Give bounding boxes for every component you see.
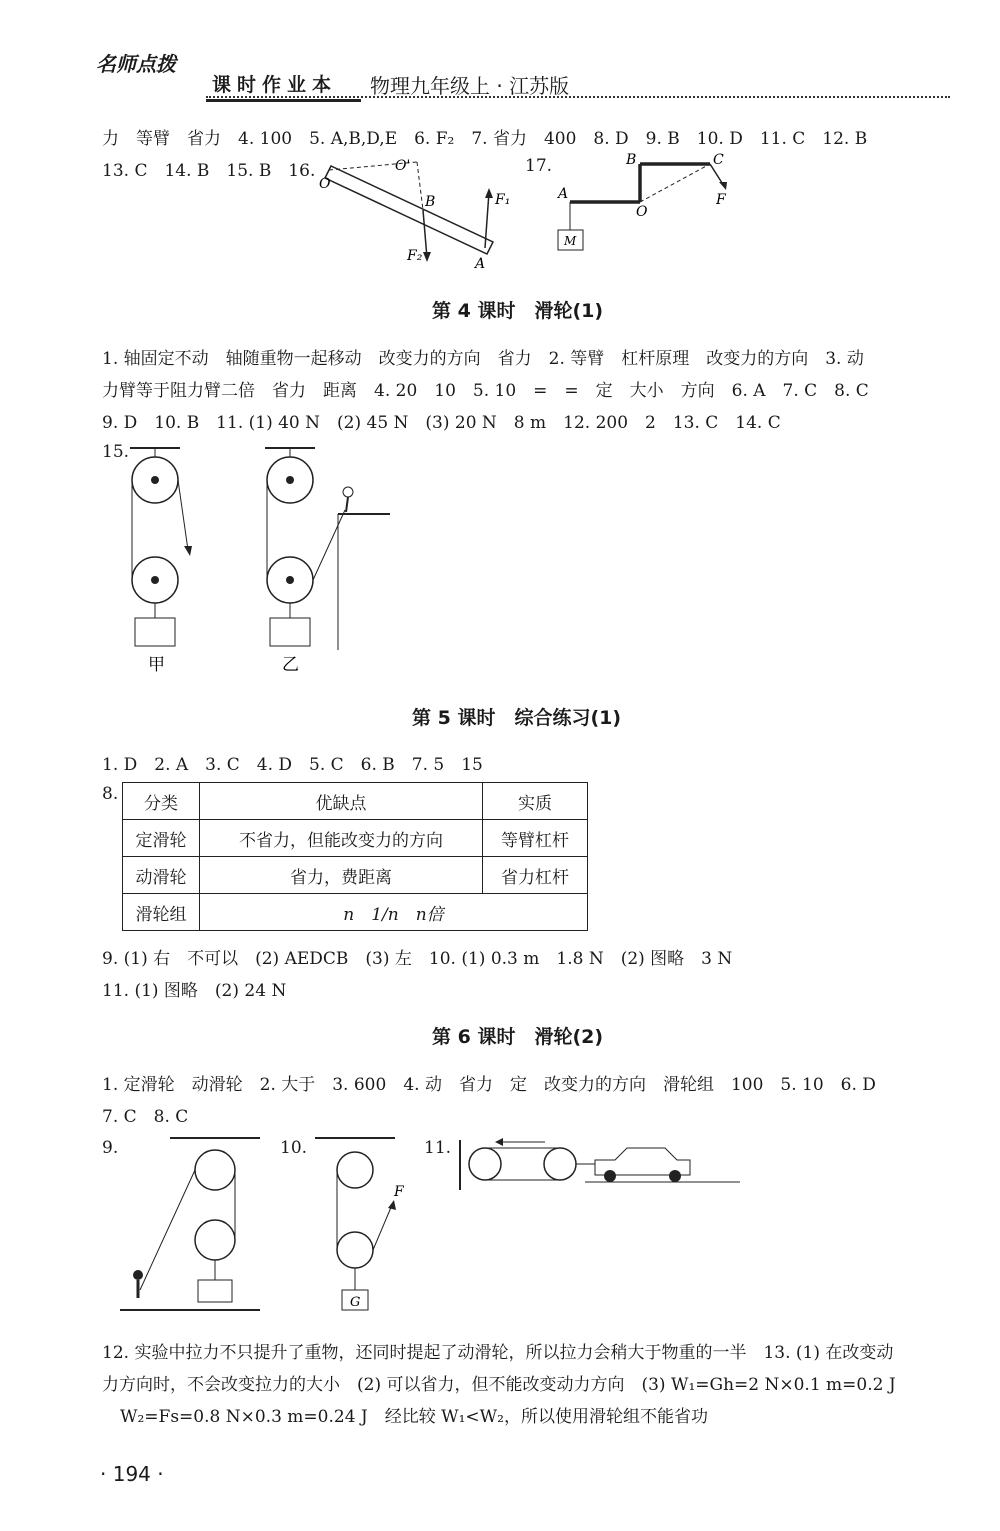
- svg-text:M: M: [564, 234, 577, 248]
- answer-line: 13. C 14. B 15. B 16.: [102, 161, 316, 181]
- pulley-diagram-9: [120, 1130, 270, 1320]
- answer-line: 15.: [102, 442, 130, 462]
- table-row: 滑轮组 n 1/n n倍: [123, 894, 588, 931]
- label-B: B: [425, 194, 436, 210]
- answer-line: 力 等臂 省力 4. 100 5. A,B,D,E 6. F₂ 7. 省力 400 8. D 9. B 10. D 11. C 12. B: [102, 129, 868, 149]
- label-yi: 乙: [282, 655, 299, 675]
- header-divider-bold: [206, 99, 361, 102]
- section-title: 第 6 课时 滑轮(2): [432, 1026, 604, 1048]
- svg-text:B: B: [626, 152, 637, 168]
- answer-line: 10.: [280, 1138, 308, 1158]
- answer-line: 9. (1) 右 不可以 (2) AEDCB (3) 左 10. (1) 0.3 m 1.8 N (2) 图略 3 N: [102, 949, 733, 969]
- svg-text:F: F: [716, 192, 726, 208]
- svg-text:G: G: [350, 1295, 361, 1310]
- answer-line: W₂=Fs=0.8 N×0.3 m=0.24 J 经比较 W₁<W₂，所以使用滑轮组不能省功: [120, 1407, 708, 1427]
- answer-line: 11.: [424, 1138, 452, 1158]
- answer-line: 1. 轴固定不动 轴随重物一起移动 改变力的方向 省力 2. 等臂 杠杆原理 改变力的方向 3. 动: [102, 349, 864, 369]
- answer-line: 11. (1) 图略 (2) 24 N: [102, 981, 287, 1001]
- answer-line: 17.: [525, 156, 553, 176]
- series-title: 课时作业本: [212, 74, 338, 96]
- table-row: 定滑轮 不省力，但能改变力的方向 等臂杠杆: [123, 820, 588, 857]
- answer-line: 12. 实验中拉力不只提升了重物，还同时提起了动滑轮，所以拉力会稍大于物重的一半 13. (1) 在改变动: [102, 1343, 894, 1363]
- svg-text:F: F: [394, 1184, 404, 1200]
- table-header-row: [123, 783, 588, 820]
- pulley-diagram-15: [110, 440, 400, 680]
- page-number: · 194 ·: [100, 1462, 164, 1486]
- svg-text:A: A: [558, 186, 569, 202]
- pulley-car-diagram-11: [455, 1130, 745, 1200]
- pulley-summary-table: [122, 782, 588, 931]
- answer-line: 9. D 10. B 11. (1) 40 N (2) 45 N (3) 20 N 8 m 12. 200 2 13. C 14. C: [102, 413, 781, 433]
- label-A: A: [475, 256, 486, 272]
- label-F2: F₂: [407, 248, 423, 264]
- section-title: 第 4 课时 滑轮(1): [432, 300, 604, 322]
- svg-text:C: C: [713, 152, 724, 168]
- header-divider: [206, 96, 950, 98]
- table-header: 分类: [123, 783, 200, 820]
- bent-lever-diagram-17: [548, 150, 748, 255]
- svg-text:O: O: [636, 204, 648, 220]
- table-header: 优缺点: [200, 783, 483, 820]
- section-title: 第 5 课时 综合练习(1): [412, 707, 622, 729]
- answer-line: 1. 定滑轮 动滑轮 2. 大于 3. 600 4. 动 省力 定 改变力的方向 滑轮组 100 5. 10 6. D: [102, 1075, 876, 1095]
- pulley-diagram-10: [310, 1130, 420, 1320]
- subject-title: 物理九年级上 · 江苏版: [370, 74, 570, 98]
- label-F1: F₁: [495, 192, 511, 208]
- lever-diagram-16: [315, 150, 525, 275]
- label-O2: O': [395, 158, 411, 174]
- answer-line: 9.: [102, 1138, 119, 1158]
- table-header: 实质: [483, 783, 588, 820]
- label-jia: 甲: [148, 655, 165, 675]
- answer-line: 7. C 8. C: [102, 1107, 189, 1127]
- answer-line: 力方向时，不会改变拉力的大小 (2) 可以省力，但不能改变动力方向 (3) W₁=Gh=2 N×0.1 m=0.2 J: [102, 1375, 896, 1395]
- table-row: 动滑轮 省力，费距离 省力杠杆: [123, 857, 588, 894]
- answer-line: 力臂等于阻力臂二倍 省力 距离 4. 20 10 5. 10 = = 定 大小 方向 6. A 7. C 8. C: [102, 381, 869, 401]
- label-O: O: [319, 176, 331, 192]
- answer-line: 8.: [102, 784, 119, 804]
- brand-logo: 名师点拨: [96, 52, 176, 76]
- answer-line: 1. D 2. A 3. C 4. D 5. C 6. B 7. 5 15: [102, 755, 483, 775]
